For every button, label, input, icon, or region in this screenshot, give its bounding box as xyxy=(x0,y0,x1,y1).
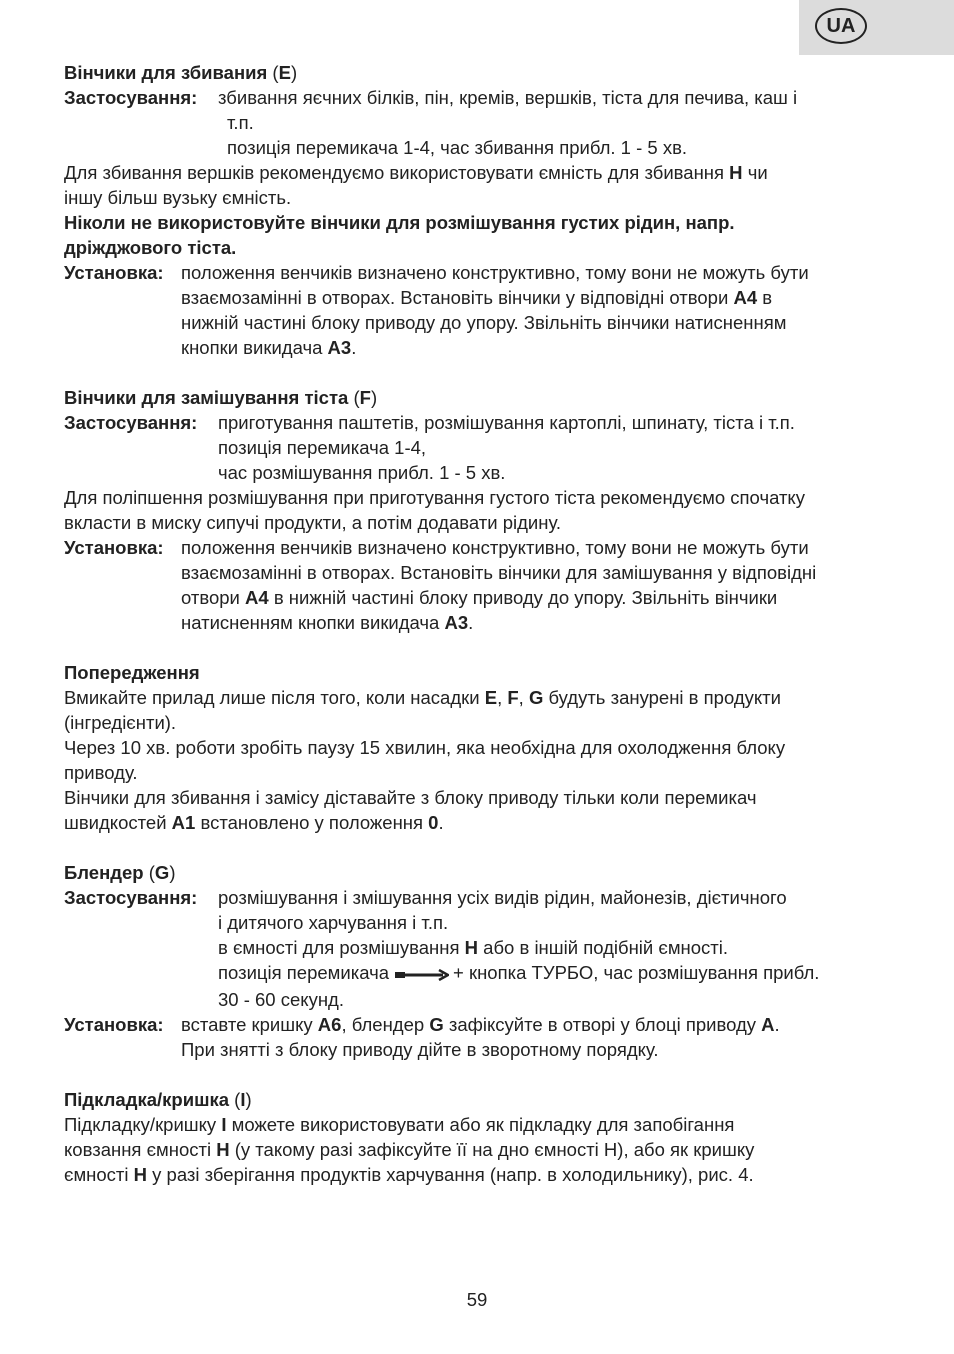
install-text: отвори A4 в нижній частині блоку приводу до упору. Звільніть вінчики xyxy=(181,587,778,608)
usage-text: і дитячого харчування і т.п. xyxy=(218,912,449,933)
install-text: нижній частині блоку приводу до упору. Звільніть вінчики натисненням xyxy=(181,312,787,333)
install-text: При знятті з блоку приводу дійте в зворотному порядку. xyxy=(181,1038,659,1060)
paragraph: Для поліпшення розмішування при приготування густого тіста рекомендуємо спочатку xyxy=(64,487,805,508)
usage-text: час розмішування прибл. 1 - 5 хв. xyxy=(218,462,506,483)
usage-text: приготування паштетів, розмішування картоплі, шпинату, тіста і т.п. xyxy=(218,412,795,433)
paragraph: Для збивання вершків рекомендуємо використовувати ємність для збивання H чи xyxy=(64,162,768,183)
paragraph: ємності H у разі зберігання продуктів харчування (напр. в холодильнику), рис. 4. xyxy=(64,1163,754,1185)
paragraph: (інгредієнти). xyxy=(64,712,177,733)
install-row xyxy=(64,1012,894,1037)
install-row xyxy=(64,535,894,560)
usage-label: Застосування: xyxy=(64,887,198,908)
paragraph: приводу. xyxy=(64,762,138,783)
usage-label: Застосування: xyxy=(64,412,198,433)
install-label: Установка: xyxy=(64,262,164,283)
usage-label: Застосування: xyxy=(64,87,198,108)
usage-text: 30 - 60 секунд. xyxy=(218,988,344,1010)
usage-row xyxy=(64,410,894,435)
language-badge: UA xyxy=(815,8,867,44)
section-title: Попередження xyxy=(64,662,200,683)
usage-text: позиція перемикача 1-4, xyxy=(218,437,427,458)
usage-text: позиція перемикача 1-4, час збивання прибл. 1 - 5 хв. xyxy=(227,137,688,158)
install-row xyxy=(64,260,894,285)
usage-text: позиція перемикача + кнопка ТУРБО, час розмішування прибл. xyxy=(64,960,894,987)
usage-text: збивання яєчних білків, пін, кремів, вершків, тіста для печива, каш і xyxy=(218,87,798,108)
install-text: кнопки викидача A3. xyxy=(181,337,357,358)
usage-row xyxy=(64,885,894,910)
warning-text: дріжджового тіста. xyxy=(64,237,237,258)
warning-text: Ніколи не використовуйте вінчики для розмішування густих рідин, напр. xyxy=(64,212,735,233)
usage-text: т.п. xyxy=(227,112,254,133)
paragraph: Вінчики для збивання і замісу діставайте з блоку приводу тільки коли перемикач xyxy=(64,787,757,808)
section-title: Блендер (G) xyxy=(64,862,176,883)
install-text: вставте кришку A6, блендер G зафіксуйте в отворі у блоці приводу A. xyxy=(181,1013,780,1035)
page-number: 59 xyxy=(466,1289,488,1310)
install-text: взаємозамінні в отворах. Встановіть вінчики для замішування у відповідні xyxy=(181,562,817,583)
install-label: Установка: xyxy=(64,537,164,558)
install-text: положення венчиків визначено конструктивно, тому вони не можуть бути xyxy=(181,262,809,283)
page-content xyxy=(64,60,894,1187)
paragraph: Вмикайте прилад лише після того, коли насадки E, F, G будуть занурені в продукти xyxy=(64,687,781,708)
paragraph: вкласти в миску сипучі продукти, а потім додавати рідину. xyxy=(64,512,561,533)
paragraph: Підкладку/кришку I можете використовувати або як підкладку для запобігання xyxy=(64,1113,735,1135)
install-text: положення венчиків визначено конструктивно, тому вони не можуть бути xyxy=(181,537,809,558)
paragraph: Через 10 хв. роботи зробіть паузу 15 хвилин, яка необхідна для охолодження блоку xyxy=(64,737,786,758)
paragraph: іншу більш вузьку ємність. xyxy=(64,187,292,208)
paragraph: швидкостей A1 встановлено у положення 0. xyxy=(64,812,444,833)
section-title: Вінчики для збивания (E) xyxy=(64,62,298,83)
language-tab xyxy=(799,0,954,55)
install-text: натисненням кнопки викидача A3. xyxy=(181,612,474,633)
whisk-position-icon xyxy=(395,962,449,987)
section-title: Підкладка/кришка (I) xyxy=(64,1088,252,1110)
usage-text: в ємності для розмішування H або в іншій подібній ємності. xyxy=(218,937,729,958)
usage-row xyxy=(64,85,894,110)
paragraph: ковзання ємності H (у такому разі зафіксуйте її на дно ємності H), або як кришку xyxy=(64,1138,755,1160)
install-text: взаємозамінні в отворах. Встановіть вінчики у відповідні отвори A4 в xyxy=(181,287,773,308)
section-title: Вінчики для замішування тіста (F) xyxy=(64,387,378,408)
usage-text: розмішування і змішування усіх видів рідин, майонезів, дієтичного xyxy=(218,887,787,908)
install-label: Установка: xyxy=(64,1013,164,1035)
